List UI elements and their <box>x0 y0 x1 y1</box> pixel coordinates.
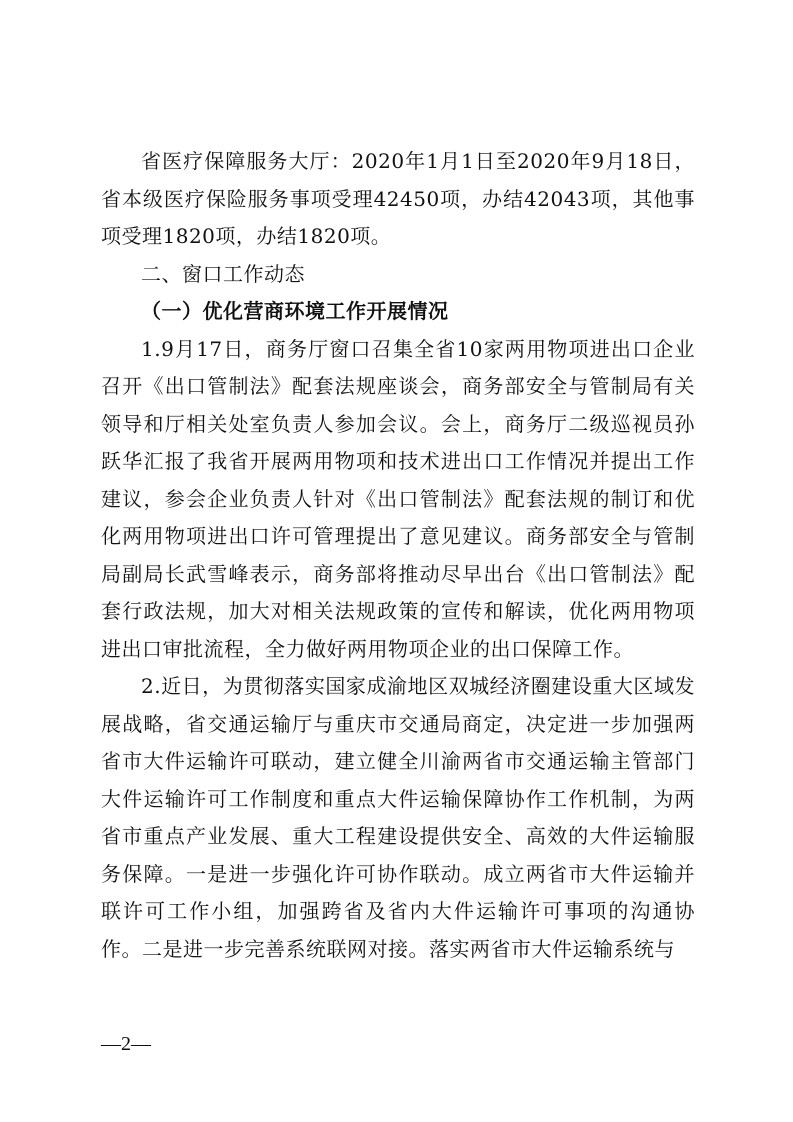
page-number: —2— <box>101 1033 151 1055</box>
paragraph-item-1: 1.9月17日，商务厅窗口召集全省10家两用物项进出口企业召开《出口管制法》配套法规座谈会，商务部安全与管制局有关领导和厅相关处室负责人参加会议。会上，商务厅二级巡视员孙跃华汇报了我省开展两用物项和技术进出口工作情况并提出工作建议，参会企业负责人针对《出口管制法》配套法规的制订和优化两用物项进出口许可管理提出了意见建议。商务部安全与管制局副局长武雪峰表示，商务部将推动尽早出台《出口管制法》配套行政法规，加大对相关法规政策的宣传和解读，优化两用物项进出口审批流程，全力做好两用物项企业的出口保障工作。 <box>101 336 695 661</box>
paragraph-item-2: 2.近日，为贯彻落实国家成渝地区双城经济圈建设重大区域发展战略，省交通运输厅与重庆市交通局商定，决定进一步加强两省市大件运输许可联动，建立健全川渝两省市交通运输主管部门大件运输许可工作制度和重点大件运输保障协作工作机制，为两省市重点产业发展、重大工程建设提供安全、高效的大件运输服务保障。一是进一步强化许可协作联动。成立两省市大件运输并联许可工作小组，加强跨省及省内大件运输许可事项的沟通协作。二是进一步完善系统联网对接。落实两省市大件运输系统与 <box>101 674 695 961</box>
subsection-heading-business-environment: （一）优化营商环境工作开展情况 <box>141 299 449 323</box>
paragraph-service-hall-stats: 省医疗保障服务大厅：2020年1月1日至2020年9月18日，省本级医疗保险服务事项受理42450项，办结42043项，其他事项受理1820项，办结1820项。 <box>101 149 695 248</box>
section-heading-window-dynamics: 二、窗口工作动态 <box>141 261 305 286</box>
document-body <box>101 143 695 968</box>
